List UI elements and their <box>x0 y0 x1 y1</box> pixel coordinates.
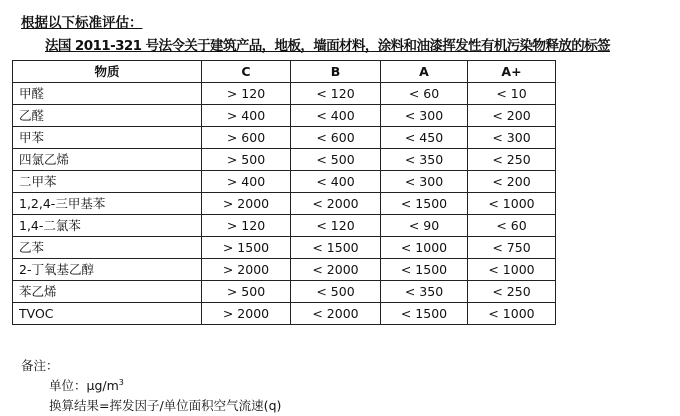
limit-value-cell: < 60 <box>468 215 556 237</box>
substance-name-cell: 甲醛 <box>13 83 202 105</box>
table-row <box>13 171 556 193</box>
limit-value-cell: < 200 <box>468 171 556 193</box>
limit-value-cell: < 1500 <box>381 303 468 325</box>
table-row <box>13 193 556 215</box>
limit-value-cell: < 500 <box>291 149 381 171</box>
limit-value-cell: < 1000 <box>468 259 556 281</box>
limit-value-cell: < 1500 <box>381 259 468 281</box>
limit-value-cell: > 500 <box>202 149 291 171</box>
limit-value-cell: < 350 <box>381 149 468 171</box>
table-row <box>13 127 556 149</box>
limit-value-cell: < 450 <box>381 127 468 149</box>
column-header: 物质 <box>13 61 202 83</box>
limit-value-cell: < 400 <box>291 171 381 193</box>
notes-label: 备注： <box>21 358 59 373</box>
column-header: C <box>202 61 291 83</box>
substance-name-cell: 二甲苯 <box>13 171 202 193</box>
limit-value-cell: > 600 <box>202 127 291 149</box>
table-row <box>13 215 556 237</box>
substance-name-cell: 乙苯 <box>13 237 202 259</box>
limit-value-cell: < 1000 <box>468 303 556 325</box>
limit-value-cell: > 2000 <box>202 259 291 281</box>
limit-value-cell: < 1500 <box>381 193 468 215</box>
limit-value-cell: > 120 <box>202 215 291 237</box>
unit-superscript: 3 <box>118 377 124 387</box>
limit-value-cell: < 120 <box>291 215 381 237</box>
substance-name-cell: 四氯乙烯 <box>13 149 202 171</box>
limit-value-cell: < 200 <box>468 105 556 127</box>
notes-section <box>21 356 281 416</box>
substance-name-cell: 甲苯 <box>13 127 202 149</box>
substance-name-cell: 1,2,4-三甲基苯 <box>13 193 202 215</box>
table-header-row <box>13 61 556 83</box>
limit-value-cell: > 400 <box>202 105 291 127</box>
regulation-title: 法国 2011-321 号法令关于建筑产品，地板，墙面材料，涂料和油漆挥发性有机污染物释放的标签 <box>45 38 610 54</box>
table-row <box>13 149 556 171</box>
formula-note: 换算结果=挥发因子/单位面积空气流速(q) <box>49 398 282 413</box>
unit-note <box>21 376 281 396</box>
limit-value-cell: > 120 <box>202 83 291 105</box>
substance-name-cell: TVOC <box>13 303 202 325</box>
limit-value-cell: < 300 <box>381 105 468 127</box>
limit-value-cell: < 60 <box>381 83 468 105</box>
limit-value-cell: < 350 <box>381 281 468 303</box>
limit-value-cell: < 500 <box>291 281 381 303</box>
column-header: A <box>381 61 468 83</box>
limit-value-cell: < 90 <box>381 215 468 237</box>
limit-value-cell: < 1000 <box>468 193 556 215</box>
limit-value-cell: < 250 <box>468 149 556 171</box>
table-body <box>13 83 556 325</box>
substance-name-cell: 2-丁氧基乙醇 <box>13 259 202 281</box>
column-header: B <box>291 61 381 83</box>
table-row <box>13 237 556 259</box>
table-row <box>13 281 556 303</box>
limit-value-cell: > 500 <box>202 281 291 303</box>
limit-value-cell: > 1500 <box>202 237 291 259</box>
table-row <box>13 83 556 105</box>
limit-value-cell: < 2000 <box>291 193 381 215</box>
limit-value-cell: < 400 <box>291 105 381 127</box>
table-row <box>13 259 556 281</box>
limit-value-cell: > 2000 <box>202 193 291 215</box>
table-row <box>13 303 556 325</box>
voc-limit-table <box>12 60 556 325</box>
page-heading: 根据以下标准评估： <box>21 15 143 31</box>
limit-value-cell: < 2000 <box>291 303 381 325</box>
limit-value-cell: < 1000 <box>381 237 468 259</box>
substance-name-cell: 1,4-二氯苯 <box>13 215 202 237</box>
limit-value-cell: > 400 <box>202 171 291 193</box>
unit-value: µg/m <box>86 378 119 393</box>
limit-value-cell: < 10 <box>468 83 556 105</box>
limit-value-cell: < 120 <box>291 83 381 105</box>
column-header: A+ <box>468 61 556 83</box>
table-row <box>13 105 556 127</box>
limit-value-cell: < 250 <box>468 281 556 303</box>
limit-value-cell: < 750 <box>468 237 556 259</box>
unit-prefix: 单位： <box>49 378 87 393</box>
limit-value-cell: < 1500 <box>291 237 381 259</box>
limit-value-cell: < 2000 <box>291 259 381 281</box>
substance-name-cell: 苯乙烯 <box>13 281 202 303</box>
limit-value-cell: < 600 <box>291 127 381 149</box>
substance-name-cell: 乙醛 <box>13 105 202 127</box>
limit-value-cell: < 300 <box>468 127 556 149</box>
limit-value-cell: > 2000 <box>202 303 291 325</box>
limit-value-cell: < 300 <box>381 171 468 193</box>
